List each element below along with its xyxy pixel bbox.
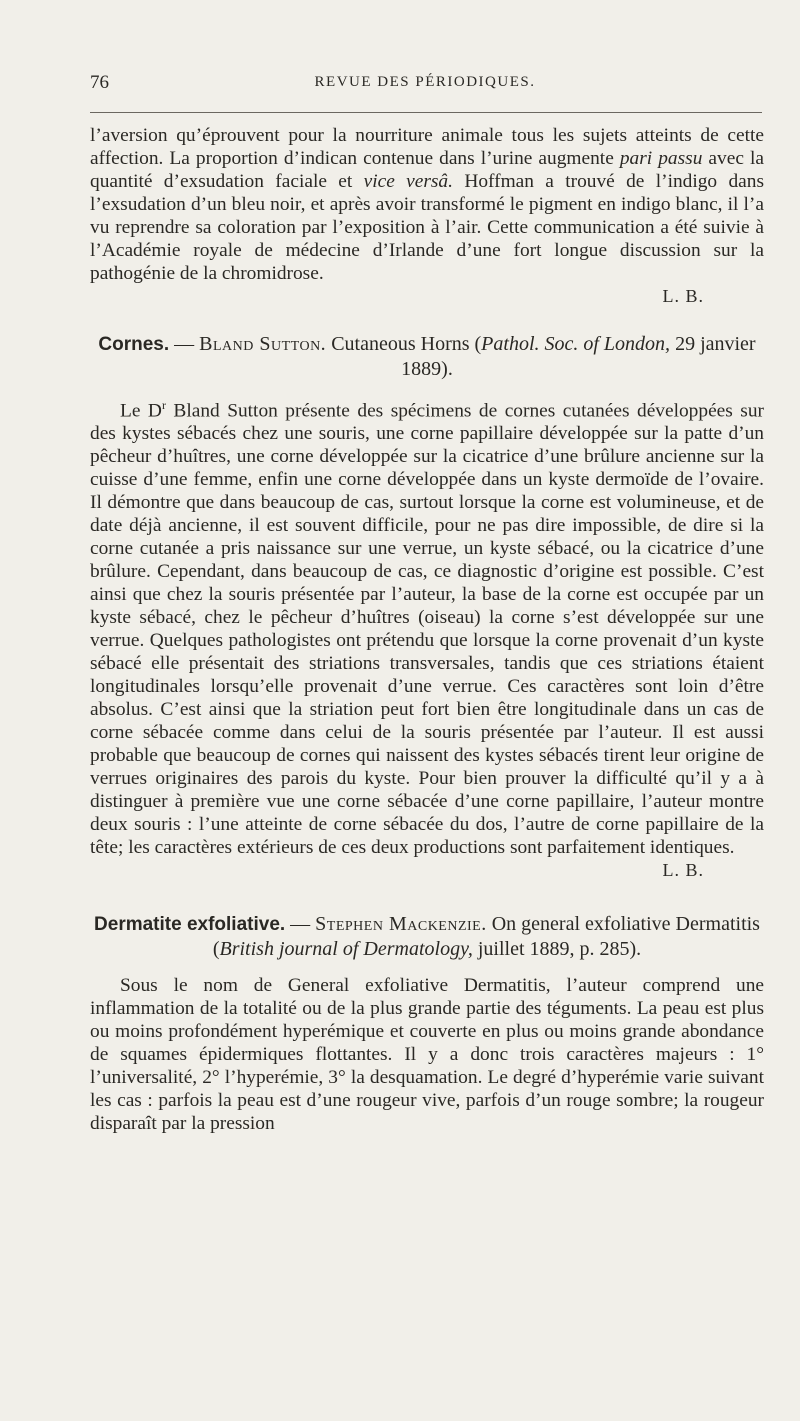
text-span: l’aversion qu’éprouvent pour la nourriture animale tous les sujets atteints de cette affection. La proportion d’indican contenue dans l’urine augmente [90,125,764,169]
author: Bland Sutton. [199,333,327,355]
section-keyword: Dermatite exfoliative. [94,914,286,936]
running-title: REVUE DES PÉRIODIQUES. [314,74,536,90]
italic-span: vice versâ. [363,171,453,192]
author: Stephen Mackenzie. [315,913,487,936]
text-span: Le D [120,400,162,422]
italic-span: pari passu [619,148,703,169]
section-title-cornes [90,332,764,382]
journal: Pathol. Soc. of London, [481,333,671,355]
page-number: 76 [90,72,109,93]
section-keyword: Cornes. [98,334,170,355]
dash: — [169,333,200,355]
paragraph-cornes [90,394,764,859]
text-span: avec la quantité d’exsudation faciale et [90,148,764,192]
running-head [90,72,760,102]
paragraph-continuation [90,124,764,285]
body-text [90,124,764,1135]
signature: L. B. [662,286,704,306]
paragraph-dermatite: Sous le nom de General exfoliative Dermatitis, l’auteur comprend une inflammation de la totalité ou de la plus grande partie des téguments. La peau est plus ou moins profondément hyperémique et couverte en plus ou moins grande abondance de squames épidermiques flottantes. Il y a donc trois caractères majeurs : 1° l’universalité, 2° l’hyperémie, 3° la desquamation. Le degré d’hyperémie varie suivant les cas : parfois la peau est d’une rougeur vive, parfois d’un rouge sombre; la rougeur disparaît par la pression [90,975,764,1135]
journal: British journal of Dermatology, [219,938,473,961]
section-title-dermatite [90,912,764,962]
superscript: r [161,398,166,412]
header-rule [90,112,762,113]
dash: — [285,913,316,936]
text-span: Bland Sutton présente des spécimens de cornes cutanées développées sur des kystes sébacés chez une souris, une corne papillaire développée sur la patte d’un pêcheur d’huîtres, une corne développée sur la cicatrice d’une brûlure ancienne sur la cuisse d’une femme, enfin une corne développée dans un kyste dermoïde de l’ovaire. Il démontre que dans beaucoup de cas, surtout lorsque la corne est volumineuse, et de date déjà ancienne, il est souvent difficile, pour ne pas dire impossible, de dire si la corne cutanée a pris naissance sur une verrue, un kyste sébacé, ou la cicatrice d’une brûlure. Cependant, dans beaucoup de cas, ce diagnostic d’origine est possible. C’est ainsi que chez la souris présentée par l’auteur, la base de la corne est occupée par un kyste sébacé, chez le pêcheur d’huîtres (oiseau) la corne s’est développée sur une verrue. Quelques pathologistes ont prétendu que lorsque la corne provenait d’un kyste sébacé elle présentait des striations transversales, tandis que ces striations étaient longitudinales lorsqu’elle provenait d’une verrue. Ces caractères sont loin d’être absolus. C’est ainsi que la striation peut fort bien être longitudinale dans un cas de corne sébacée comme dans celui de la souris présentée par l’auteur. Il est aussi probable que beaucoup de cornes qui naissent des kystes sébacés tirent leur origine de verrues originaires des parois du kyste. Pour bien prouver la difficulté qu’il y a à distinguer à première vue une corne sébacée d’une corne papillaire, l’auteur montre deux souris : l’une atteinte de corne sébacée du dos, l’autre de corne papillaire de la tête; les caractères extérieurs de ces deux productions sont parfaitement identiques. [90,400,764,859]
date: juillet 1889, p. 285). [472,938,642,961]
text-span: Hoffman a trouvé de l’indigo dans l’exsudation d’un bleu noir, et après avoir transformé le pigment en indigo blanc, il l’a vu reprendre sa coloration par l’exposition à l’air. Cette communication a été suivie à l’Académie royale de médecine d’Irlande d’une fort longue discussion sur la pathogénie de la chromidrose. [90,171,764,284]
article-title: On general exfoliative Dermatitis ( [212,913,760,961]
date: 29 janvier 1889). [401,333,756,380]
article-title: Cutaneous Horns ( [326,333,482,355]
signature: L. B. [662,860,704,881]
